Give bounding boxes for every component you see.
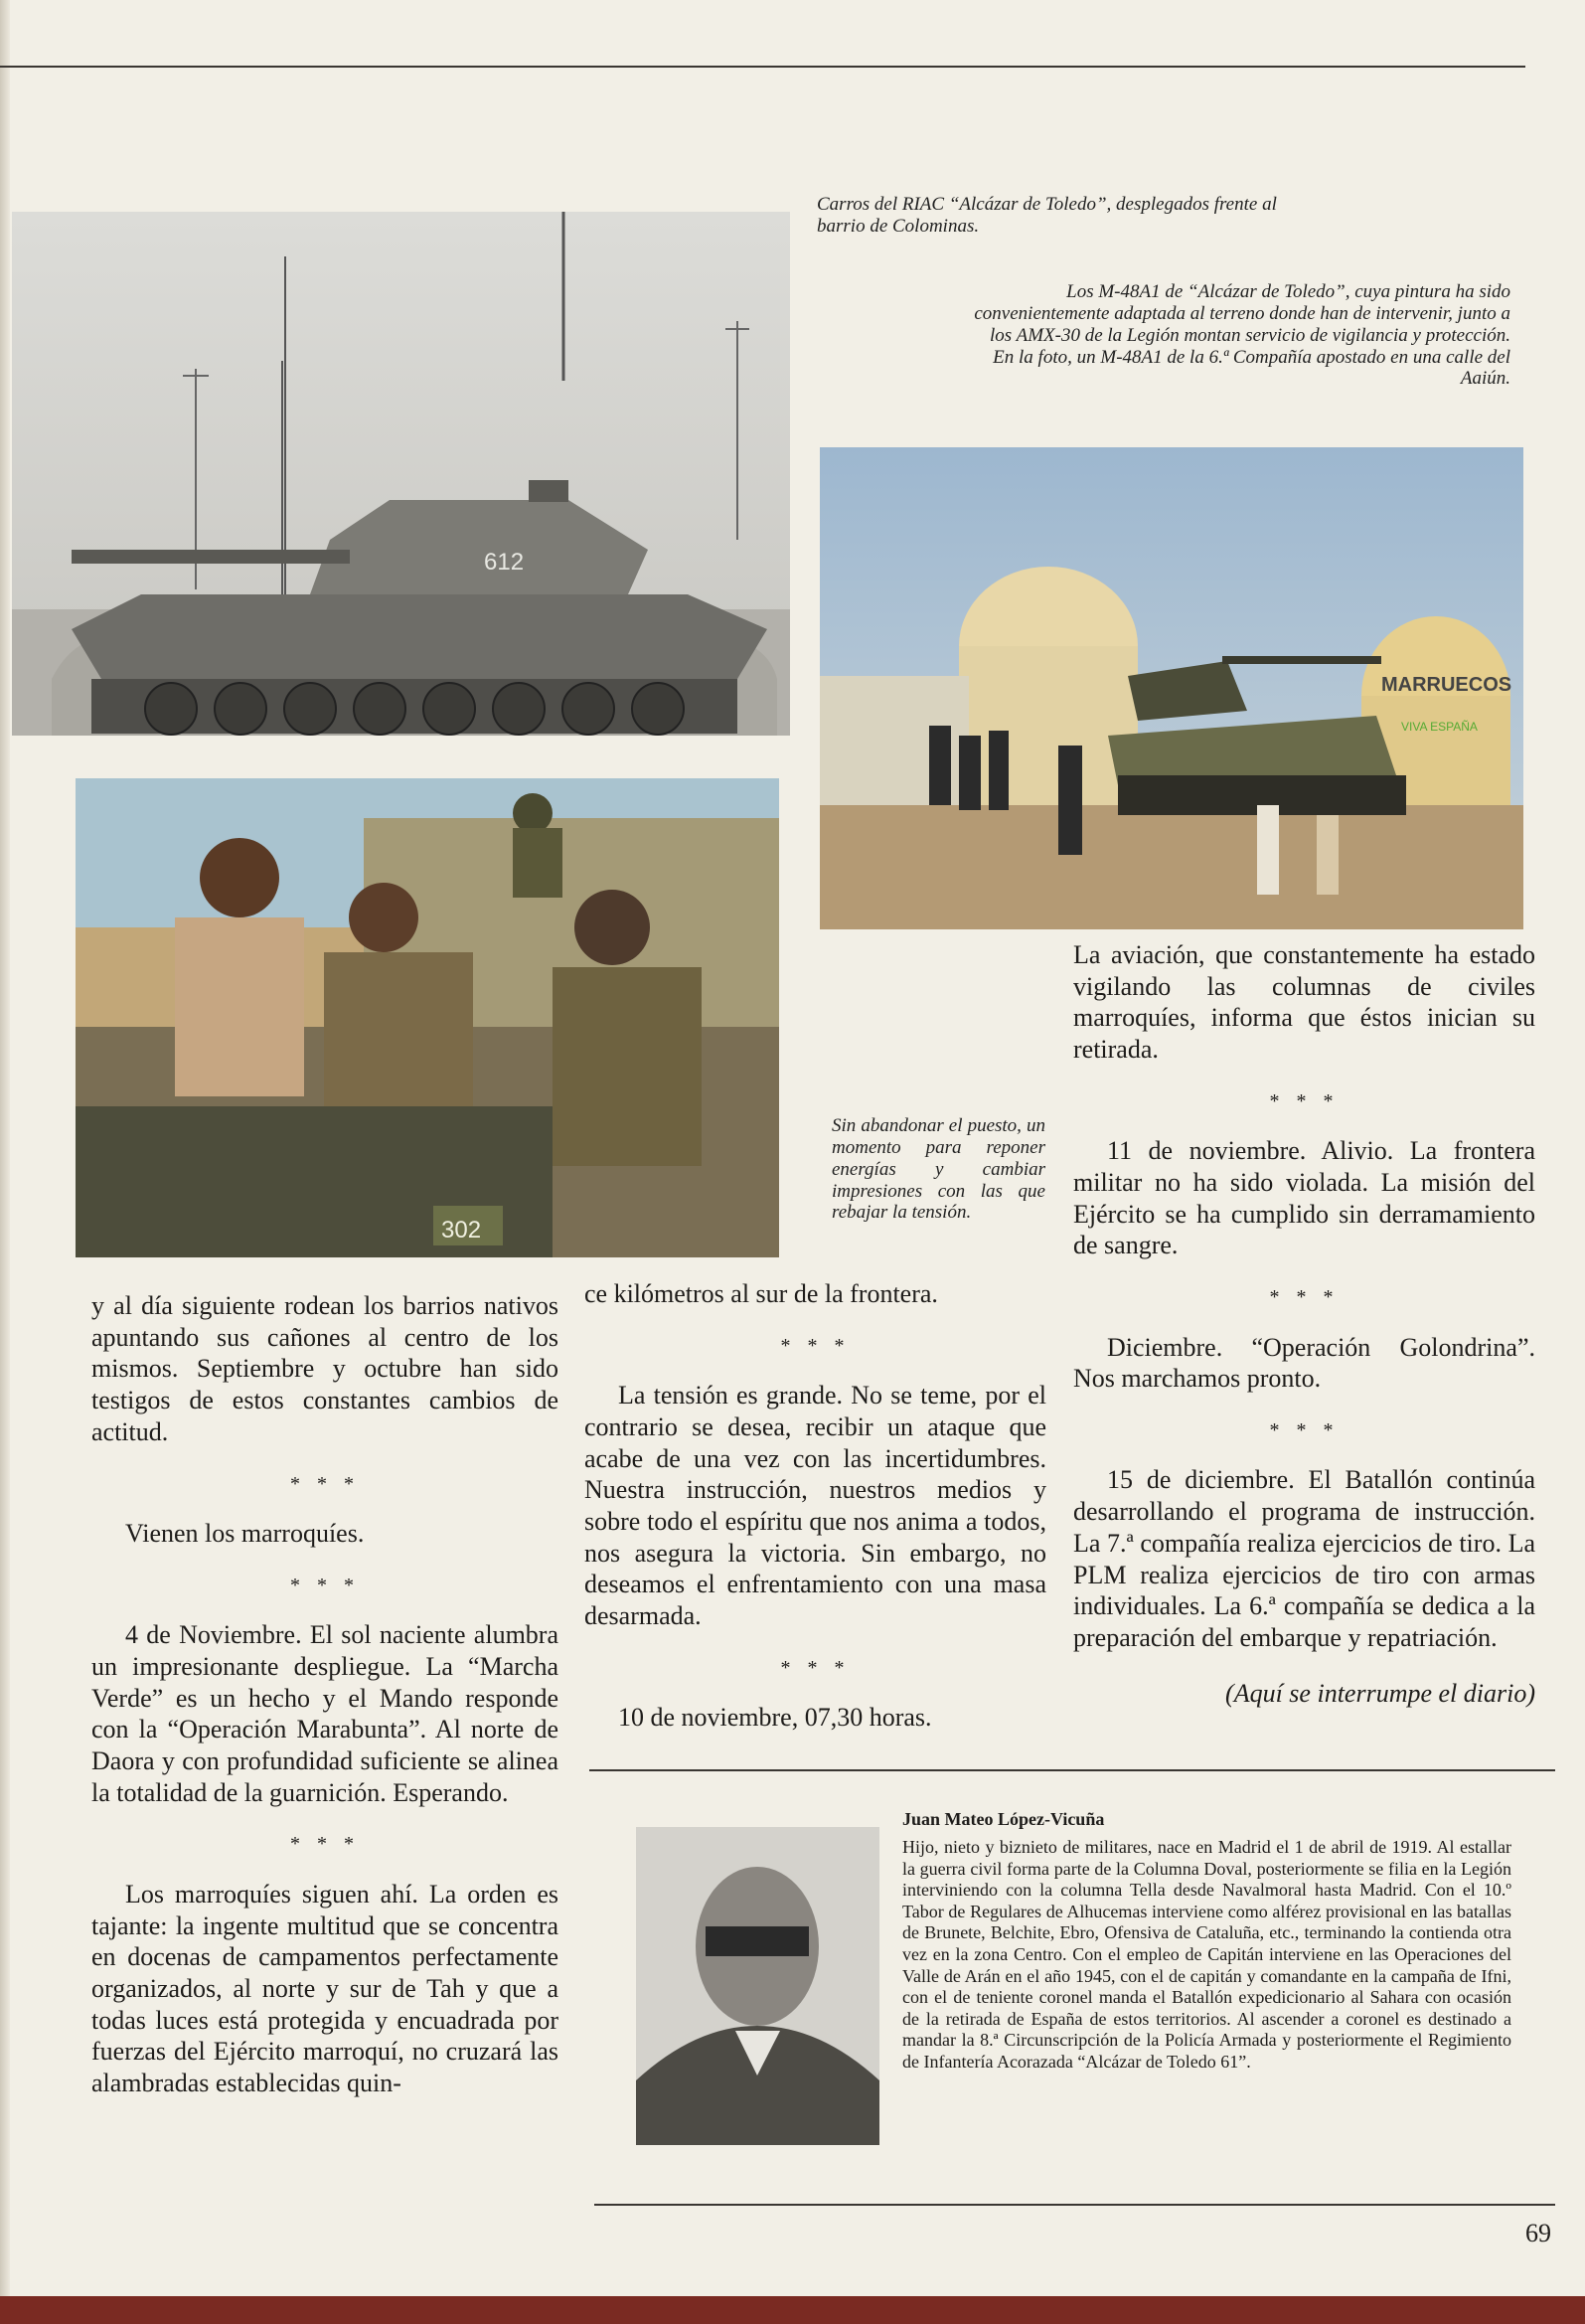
vehicle-number-label: 302 (441, 1217, 482, 1244)
portrait-photo (636, 1827, 879, 2145)
photo-soldiers-vehicle (76, 778, 779, 1257)
tank-street-illustration (820, 447, 1523, 929)
section-separator: * * * (1269, 1286, 1340, 1309)
caption-photo-soldiers: Sin abandonar el puesto, un momento para reponer energías y cambiar impresiones con las que rebajar la tensión. (832, 1115, 1045, 1224)
section-separator: * * * (780, 1334, 851, 1357)
section-separator: * * * (1269, 1089, 1340, 1112)
top-rule (0, 66, 1525, 68)
photo-tank-street (820, 447, 1523, 929)
wall-graffiti-text-1: MARRUECOS (1381, 674, 1512, 696)
col-left-paragraph-1: y al día siguiente rodean los barrios nativos apuntando sus cañones al centro de los mismos. Septiembre y octubre han sido testigos de estos constantes cambios de actitud. (91, 1291, 558, 1446)
section-separator: * * * (780, 1656, 851, 1679)
bio-rule-top (589, 1769, 1555, 1771)
col-middle-paragraph-2: La tensión es grande. No se teme, por el contrario se desea, recibir un ataque que acabe de una vez con las incertidumbres. Nuestra instrucción, nuestros medios y sobre todo el espíritu que nos anima a todos, nos asegura la victoria. Sin embargo, no deseamos el enfrentamiento con una masa desarmada. (584, 1381, 1046, 1631)
bottom-strip (0, 2296, 1585, 2324)
col-left-paragraph-2: Vienen los marroquíes. (125, 1518, 365, 1548)
caption-photo-tank-bw: Carros del RIAC “Alcázar de Toledo”, desplegados frente al barrio de Colominas. (817, 194, 1277, 237)
text-column-middle (584, 1278, 1046, 1757)
portrait-illustration (636, 1827, 879, 2145)
text-column-right (1073, 939, 1535, 1733)
col-left-paragraph-4: Los marroquíes siguen ahí. La orden es tajante: la ingente multitud que se concentra en docenas de campamentos perfectamente organizados, al norte y sur de Tah y que a todas luces está protegida y encuadrada por fuerzas del Ejército marroquí, no cruzará las alambradas establecidas quin- (91, 1879, 558, 2098)
col-right-paragraph-2: 11 de noviembre. Alivio. La frontera militar no ha sido violada. La misión del Ejército se ha cumplido sin derramamiento de sangre. (1073, 1136, 1535, 1260)
page-binding-edge (0, 0, 10, 2324)
tank-bw-illustration (12, 212, 790, 736)
caption-photo-tank-street: Los M-48A1 de “Alcázar de Toledo”, cuya pintura ha sido convenientemente adaptada al terreno donde han de intervenir, junto a los AMX-30 de la Legión montan servicio de vigilancia y protección. En la foto, un M-48A1 de la 6.ª Compañía apostado en una calle del Aaiún. (974, 281, 1510, 390)
text-column-left (91, 1290, 558, 2123)
section-separator: * * * (290, 1833, 360, 1856)
col-right-paragraph-3: Diciembre. “Operación Golondrina”. Nos marchamos pronto. (1073, 1332, 1535, 1394)
col-right-paragraph-4: 15 de diciembre. El Batallón continúa desarrollando el programa de instrucción. La 7.ª compañía realiza ejercicios de tiro. La PLM realiza ejercicios de tiro con armas individuales. La 6.ª compañía se dedica a la preparación del embarque y repatriación. (1073, 1465, 1535, 1652)
col-right-paragraph-1: La aviación, que constantemente ha estado vigilando las columnas de civiles marroquíes, informa que éstos inician su retirada. (1073, 940, 1535, 1065)
bio-name: Juan Mateo López-Vicuña (902, 1809, 1105, 1829)
col-middle-paragraph-3: 10 de noviembre, 07,30 horas. (618, 1703, 932, 1733)
col-left-paragraph-3: 4 de Noviembre. El sol naciente alumbra un impresionante despliegue. La “Marcha Verde” es un hecho y el Mando responde con la “Operación Marabunta”. Al norte de Daora y con profundidad suficiente se alinea la totalidad de la guarnición. Esperando. (91, 1620, 558, 1807)
bio-rule-bottom (594, 2204, 1555, 2206)
photo-tank-bw (12, 212, 790, 736)
section-separator: * * * (290, 1472, 360, 1495)
page-number: 69 (1525, 2219, 1551, 2247)
tank-number-label: 612 (484, 549, 525, 576)
soldiers-vehicle-illustration (76, 778, 779, 1257)
col-middle-paragraph-1: ce kilómetros al sur de la frontera. (584, 1279, 938, 1308)
section-separator: * * * (290, 1574, 360, 1596)
wall-graffiti-text-2: VIVA ESPAÑA (1401, 720, 1478, 734)
bio-text: Hijo, nieto y biznieto de militares, nace en Madrid el 1 de abril de 1919. Al estallar la guerra civil forma parte de la Columna Doval, posteriormente se filia en la Legión interviniendo con la columna Tella desde Navalmoral hasta Madrid. Con el 10.º Tabor de Regulares de Alhucemas interviene como alférez provisional en las batallas de Brunete, Belchite, Ebro, Ofensiva de Cataluña, etc., terminando la contienda otra vez en la zona Centro. Con el empleo de Capitán interviene en las Operaciones del Valle de Arán en el año 1945, con el de capitán y comandante en la campaña de Ifni, con el de teniente coronel manda el Batallón expedicionario al Sahara con ocasión de la retirada de España de estos territorios. Al ascender a coronel es destinado a mandar la 8.ª Circunscripción de la Policía Armada y posteriormente el Regimiento de Infantería Acorazada “Alcázar de Toledo 61”. (902, 1837, 1511, 2072)
diary-signoff: (Aquí se interrumpe el diario) (1225, 1678, 1535, 1708)
section-separator: * * * (1269, 1418, 1340, 1441)
